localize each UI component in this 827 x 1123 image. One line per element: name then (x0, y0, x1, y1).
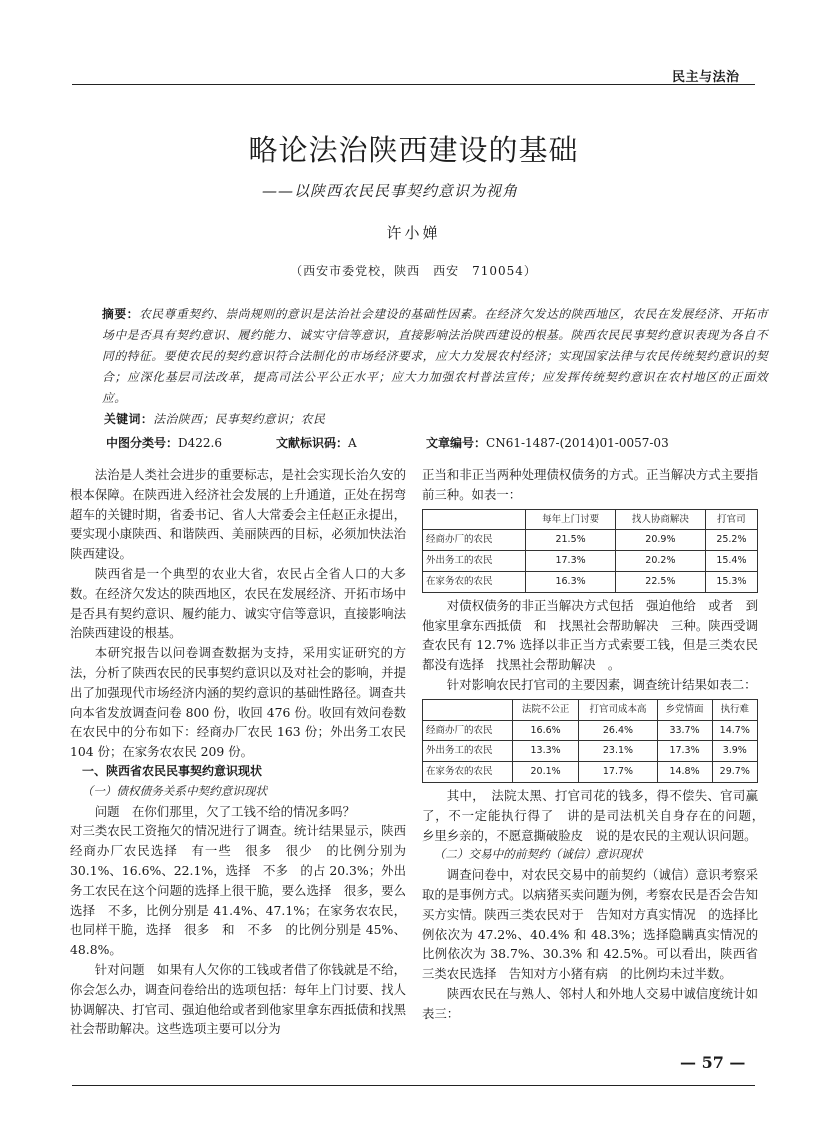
table-cell: 15.4% (705, 551, 757, 572)
article-no-value: CN61-1487-(2014)01-0057-03 (486, 436, 669, 450)
table-header-cell: 乡党情面 (657, 699, 712, 720)
author-name: 许小婵 (386, 224, 441, 242)
abstract (102, 304, 768, 430)
table-header-row (423, 699, 758, 720)
keywords-label: 关键词： (104, 412, 154, 426)
doc-code (276, 434, 357, 451)
footer-rule (72, 1085, 755, 1086)
table-cell: 20.9% (615, 530, 705, 551)
table-cell: 外出务工的农民 (423, 741, 513, 762)
table-two (422, 699, 758, 783)
table-row (423, 530, 758, 551)
table-row (423, 741, 758, 762)
table-cell: 20.1% (512, 762, 579, 783)
author-affiliation: （西安市委党校，陕西 西安 710054） (290, 264, 537, 278)
paragraph: 法治是人类社会进步的重要标志，是社会实现长治久安的根本保障。在陕西进入经济社会发展的上升通道，正处在拐弯超车的关键时期，省委书记、省人大常委会主任赵正永提出，要实现小康陕西、和谐陕西、美丽陕西的目标，必须加快法治陕西建设。 (70, 467, 406, 562)
table-cell: 经商办厂的农民 (423, 720, 513, 741)
subsection-heading: （一）债权债务关系中契约意识现状 (81, 783, 268, 798)
paragraph: 针对问题 如果有人欠你的工钱或者借了你钱就是不给，你会怎么办，调查问卷给出的选项包括：每年上门讨要、找人协调解决、打官司、强迫他给或者到他家里拿东西抵债和找黑社会帮助解决。这些选项主要可以分为 (70, 961, 406, 1037)
table-header-cell: 执行难 (712, 699, 757, 720)
paragraph: 调查问卷中，对农民交易中的前契约（诚信）意识考察采取的是事例方式。以病猪买卖问题为例，考察农民是否会告知买方实情。陕西三类农民对于 告知对方真实情况 的选择比例依次为 47.2%、40.4% 和 48.3%；选择隐瞒真实情况的比例依次为 38.7%、30.3% 和 42.5%。可以看出，陕西省三类农民选择 告知对方小猪有病 的比例均未过半数。 (422, 867, 758, 982)
table-cell: 15.3% (705, 571, 757, 592)
table-cell: 14.8% (657, 762, 712, 783)
table-cell: 25.2% (705, 530, 757, 551)
table-cell: 14.7% (712, 720, 757, 741)
table-row (423, 551, 758, 572)
subsection-heading: （二）交易中的前契约（诚信）意识现状 (433, 847, 643, 862)
table-cell: 22.5% (615, 571, 705, 592)
table-row (423, 571, 758, 592)
table-cell: 外出务工的农民 (423, 551, 526, 572)
table-cell: 17.3% (526, 551, 616, 572)
table-cell: 23.1% (579, 741, 657, 762)
table-header-cell: 打官司成本高 (579, 699, 657, 720)
paragraph: 对三类农民工资拖欠的情况进行了调查。统计结果显示，陕西经商办厂农民选择 有一些 很多 很少 的比例分别为 30.1%、16.6%、22.1%，选择 不多 的占 20.3%；外出务工农民在这个问题的选择上很干脆，要么选择 很多，要么选择 不多，比例分别是 41.4%、47.1%；在家务农农民，也同样干脆，选择 很多 和 不多 的比例分别是 45%、48.8%。 (70, 823, 406, 958)
table-cell: 26.4% (579, 720, 657, 741)
table-cell: 16.6% (512, 720, 579, 741)
abstract-text: 农民尊重契约、崇尚规则的意识是法治社会建设的基础性因素。在经济欠发达的陕西地区，农民在发展经济、开拓市场中是否具有契约意识、履约能力、诚实守信等意识，直接影响法治陕西建设的根基。陕西农民民事契约意识表现为各自不同的特征。要使农民的契约意识符合法制化的市场经济要求，应大力发展农村经济；实现国家法律与农民传统契约意识的契合；应深化基层司法改革，提高司法公平公正水平；应大力加强农村普法宣传；应发挥传统契约意识在农村地区的正面效应。 (102, 307, 768, 405)
table-one (422, 509, 758, 593)
table-header-cell: 找人协商解决 (615, 509, 705, 530)
section-tag: 民主与法治 (672, 70, 740, 85)
article-title: 略论法治陕西建设的基础 (248, 133, 579, 167)
doc-code-label: 文献标识码： (276, 436, 349, 450)
table-cell: 在家务农的农民 (423, 762, 513, 783)
article-number (426, 434, 669, 451)
table-header-cell (423, 699, 513, 720)
table-row (423, 762, 758, 783)
clc-label: 中图分类号： (106, 436, 179, 450)
abstract-label: 摘要： (102, 307, 140, 321)
table-header-cell: 打官司 (705, 509, 757, 530)
table-cell: 17.7% (579, 762, 657, 783)
right-column (422, 465, 771, 1024)
doc-code-value: A (348, 436, 357, 450)
paragraph: 对债权债务的非正当解决方式包括 强迫他给 或者 到他家里拿东西抵债 和 找黑社会帮助解决 三种。陕西受调查农民有 12.7% 选择以非正当方式索要工钱，但是三类农民都没有选择 找黑社会帮助解决 。 (422, 597, 758, 673)
keywords: 法治陕西；民事契约意识；农民 (153, 412, 326, 426)
table-cell: 21.5% (526, 530, 616, 551)
paragraph: 陕西农民在与熟人、邻村人和外地人交易中诚信度统计如表三： (422, 985, 758, 1021)
table-header-cell: 每年上门讨要 (526, 509, 616, 530)
clc-code (106, 434, 222, 451)
table-header-row (423, 509, 758, 530)
section-heading: 一、陕西省农民民事契约意识现状 (82, 763, 263, 778)
paragraph: 陕西省是一个典型的农业大省，农民占全省人口的大多数。在经济欠发达的陕西地区，农民在发展经济、开拓市场中是否具有契约意识、履约能力、诚实守信等意识，直接影响法治陕西建设的根基。 (70, 565, 406, 641)
clc-value: D422.6 (178, 436, 222, 450)
table-cell: 在家务农的农民 (423, 571, 526, 592)
paragraph: 其中， 法院太黑、打官司花的钱多，得不偿失、官司赢了，不一定能执行得了 讲的是司法机关自身存在的问题， 乡里乡亲的，不愿意撕破脸皮 说的是农民的主观认识问题。 (422, 787, 771, 843)
table-cell: 20.2% (615, 551, 705, 572)
table-cell: 16.3% (526, 571, 616, 592)
paragraph: 正当和非正当两种处理债权债务的方式。正当解决方式主要指前三种。如表一： (422, 467, 758, 502)
table-header-cell: 法院不公正 (512, 699, 579, 720)
paragraph: 问题 在你们那里，欠了工钱不给的情况多吗？ (94, 803, 355, 819)
paragraph: 针对影响农民打官司的主要因素，调查统计结果如表二： (446, 676, 757, 692)
header-rule (72, 84, 755, 85)
article-subtitle: ——以陕西农民民事契约意识为视角 (262, 182, 519, 200)
article-no-label: 文章编号： (426, 436, 487, 450)
table-cell: 3.9% (712, 741, 757, 762)
table-cell: 17.3% (657, 741, 712, 762)
table-cell: 33.7% (657, 720, 712, 741)
table-cell: 29.7% (712, 762, 757, 783)
left-column (70, 465, 406, 1039)
table-cell: 13.3% (512, 741, 579, 762)
paragraph: 本研究报告以问卷调查数据为支持，采用实证研究的方法，分析了陕西农民的民事契约意识以及对社会的影响，并提出了加强现代市场经济内涵的契约意识的基础性路径。调查共向本省发放调查问卷 800 份，收回 476 份。收回有效问卷数在农民中的分布如下：经商办厂农民 163 份；外出务工农民 104 份；在家务农农民 209 份。 (70, 645, 406, 760)
table-row (423, 720, 758, 741)
page-number: — 57 — (680, 1053, 746, 1072)
table-header-cell (423, 509, 526, 530)
table-cell: 经商办厂的农民 (423, 530, 526, 551)
